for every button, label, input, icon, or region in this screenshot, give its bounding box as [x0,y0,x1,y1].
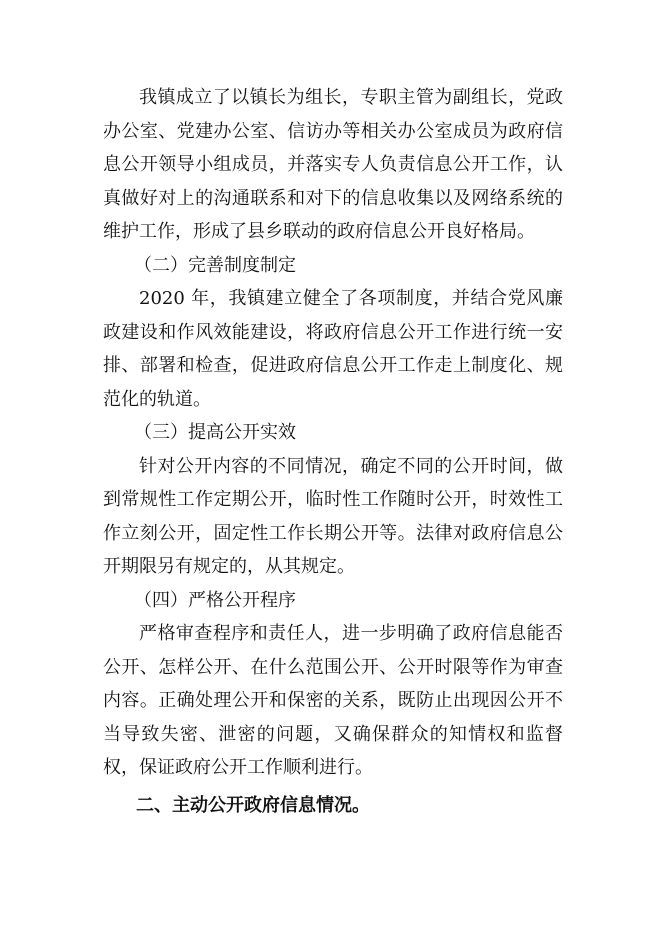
paragraph-effectiveness: 针对公开内容的不同情况，确定不同的公开时间，做到常规性工作定期公开，临时性工作随时公开，时效性工作立刻公开，固定性工作长期公开等。法律对政府信息公开期限另有规定的，从其规定。 [103,455,563,577]
section-heading-effectiveness: （三）提高公开实效 [134,422,296,443]
document-body [103,81,563,822]
paragraph-procedure: 严格审查程序和责任人，进一步明确了政府信息能否公开、怎样公开、在什么范围公开、公开时限等作为审查内容。正确处理公开和保密的关系，既防止出现因公开不当导致失密、泄密的问题，又确保群众的知情权和监督权，保证政府公开工作顺利进行。 [103,623,563,778]
paragraph-leadership-group: 我镇成立了以镇长为组长，专职主管为副组长，党政办公室、党建办公室、信访办等相关办公室成员为政府信息公开领导小组成员，并落实专人负责信息公开工作，认真做好对上的沟通联系和对下的信息收集以及网络系统的维护工作，形成了县乡联动的政府信息公开良好格局。 [103,87,563,242]
paragraph-system: 2020 年，我镇建立健全了各项制度，并结合党风廉政建设和作风效能建设，将政府信息公开工作进行统一安排、部署和检查，促进政府信息公开工作走上制度化、规范化的轨道。 [103,288,563,410]
section-heading-system: （二）完善制度制定 [134,254,296,276]
section-heading-procedure: （四）严格公开程序 [134,589,296,611]
chapter-heading-active-disclosure: 二、主动公开政府信息情况。 [136,794,370,816]
